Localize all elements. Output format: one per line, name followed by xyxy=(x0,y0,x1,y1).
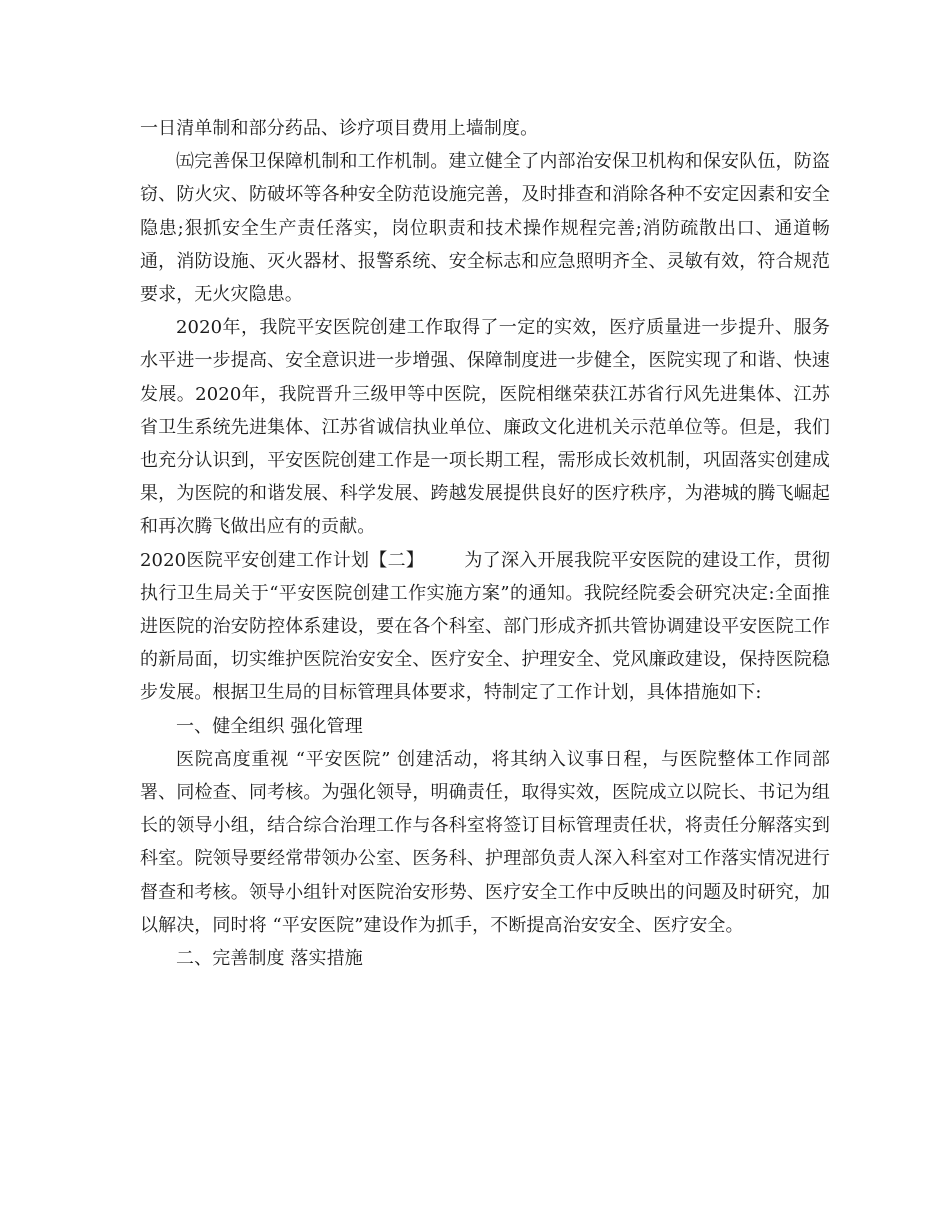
paragraph-security-mechanism: ㈤完善保卫保障机制和工作机制。建立健全了内部治安保卫机构和保安队伍，防盗窃、防火灾、防破坏等各种安全防范设施完善，及时排查和消除各种不安定因素和安全隐患;狠抓安全生产责任落实，岗位职责和技术操作规程完善;消防疏散出口、通道畅通，消防设施、灭火器材、报警系统、安全标志和应急照明齐全、灵敏有效，符合规范要求，无火灾隐患。 xyxy=(140,151,830,306)
plan-two-body: 为了深入开展我院平安医院的建设工作，贯彻执行卫生局关于“平安医院创建工作实施方案”的通知。我院经院委会研究决定:全面推进医院的治安防控体系建设，要在各个科室、部门形成齐抓共管协调建设平安医院工作的新局面，切实维护医院治安安全、医疗安全、护理安全、党风廉政建设，保持医院稳步发展。根据卫生局的目标管理具体要求，特制定了工作计划，具体措施如下: xyxy=(140,549,830,704)
paragraph-plan-two xyxy=(140,544,830,710)
heading-organization: 一、健全组织 强化管理 xyxy=(176,715,363,737)
paragraph-organization: 医院高度重视 “平安医院” 创建活动，将其纳入议事日程，与医院整体工作同部署、同检查、同考核。为强化领导，明确责任，取得实效，医院成立以院长、书记为组长的领导小组，结合综合治理工作与各科室将签订目标管理责任状，将责任分解落实到科室。院领导要经常带领办公室、医务科、护理部负责人深入科室对工作落实情况进行督查和考核。领导小组针对医院治安形势、医疗安全工作中反映出的问题及时研究，加以解决，同时将 “平安医院”建设作为抓手，不断提高治安安全、医疗安全。 xyxy=(140,748,830,936)
paragraph-fee-disclosure: 一日清单制和部分药品、诊疗项目费用上墙制度。 xyxy=(140,118,539,139)
document-body xyxy=(140,112,830,975)
section-heading-plan-two: 2020医院平安创建工作计划【二】 xyxy=(140,549,425,571)
paragraph-2020-summary: 2020年，我院平安医院创建工作取得了一定的实效，医疗质量进一步提升、服务水平进一步提高、安全意识进一步增强、保障制度进一步健全，医院实现了和谐、快速发展。2020年，我院晋升三级甲等中医院，医院相继荣获江苏省行风先进集体、江苏省卫生系统先进集体、江苏省诚信执业单位、廉政文化进机关示范单位等。但是，我们也充分认识到，平安医院创建工作是一项长期工程，需形成长效机制，巩固落实创建成果，为医院的和谐发展、科学发展、跨越发展提供良好的医疗秩序，为港城的腾飞崛起和再次腾飞做出应有的贡献。 xyxy=(140,317,830,538)
heading-system: 二、完善制度 落实措施 xyxy=(176,948,363,970)
